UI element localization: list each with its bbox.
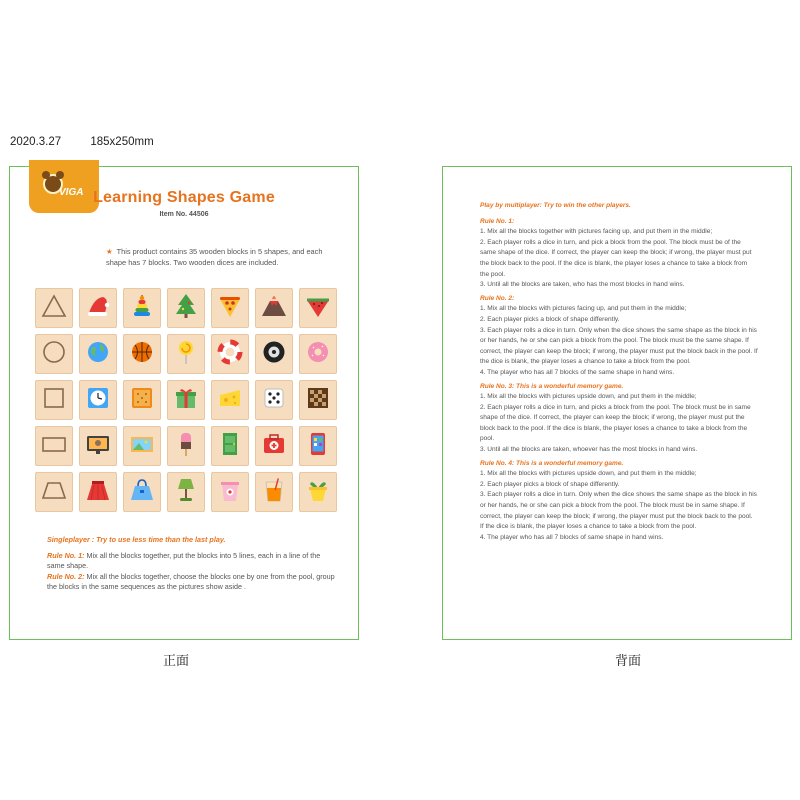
shape-block-tile: [255, 426, 293, 466]
logo-text: VIGA: [59, 187, 84, 198]
globe-icon: [84, 338, 112, 371]
shape-block-tile: [79, 380, 117, 420]
donut-icon: [304, 338, 332, 371]
rule-step: 3. Until all the blocks are taken, who has the most blocks in hand wins.: [480, 281, 685, 289]
shape-block-tile: [211, 334, 249, 374]
square-outline-icon: [40, 384, 68, 417]
rule-step: 2. Each player rolls a dice in turn, and picks a block from the pool. The block must be in same shape of the dice. If correct, the player can keep the block; if wrong, the player must put the block back to the pool. If the dice is blank, the player loses a chance to take a block from the pool.: [480, 403, 751, 443]
tire-icon: [260, 338, 288, 371]
intro-text: [106, 247, 336, 268]
christmas-tree-icon: [172, 292, 200, 325]
circle-outline-icon: [40, 338, 68, 371]
volcano-icon: [260, 292, 288, 325]
page-title: Learning Shapes Game: [93, 189, 275, 206]
shape-block-tile: [35, 380, 73, 420]
shape-block-tile: [255, 334, 293, 374]
skirt-icon: [84, 476, 112, 509]
lifebuoy-icon: [216, 338, 244, 371]
back-caption: 背面: [615, 654, 642, 669]
shape-block-tile: [299, 426, 337, 466]
rule-step: 4. The player who has all 7 blocks of the same shape in hand wins.: [480, 368, 675, 376]
shape-block-tile: [299, 472, 337, 512]
shape-block-tile: [167, 472, 205, 512]
rule-title: Rule No. 3: This is a wonderful memory game.: [480, 382, 624, 390]
shape-block-tile: [123, 426, 161, 466]
shape-block-tile: [211, 426, 249, 466]
basketball-icon: [128, 338, 156, 371]
singleplayer-header: Singleplayer : Try to use less time than the last play.: [47, 535, 226, 544]
rule-step: 3. Until all the blocks are taken, whoever has the most blocks in hand wins.: [480, 446, 698, 454]
santa-hat-icon: [84, 292, 112, 325]
rule-step: 2. Each player rolls a dice in turn, and pick a block from the pool. The block must be of the same shape of the dice. If correct, the player can keep the block; if wrong, the player must put the block back to the pool. If the dice is blank, the player loses a chance to take a block from the pool.: [480, 238, 752, 278]
intro-body: This product contains 35 wooden blocks in 5 shapes, and each shape has 7 blocks. Two wooden dices are included.: [106, 247, 323, 267]
smartphone-icon: [304, 430, 332, 463]
shape-block-tile: [79, 472, 117, 512]
rule-title: Rule No. 2:: [480, 294, 515, 302]
shape-block-tile: [35, 288, 73, 328]
rectangle-outline-icon: [40, 430, 68, 463]
shape-block-tile: [167, 380, 205, 420]
shape-block-tile: [255, 288, 293, 328]
date-label: 2020.3.27: [10, 136, 62, 148]
triangle-outline-icon: [40, 292, 68, 325]
shape-block-tile: [123, 380, 161, 420]
chessboard-icon: [304, 384, 332, 417]
biscuit-icon: [128, 384, 156, 417]
shape-block-tile: [167, 288, 205, 328]
rule-title: Rule No. 4: This is a wonderful memory game.: [480, 459, 624, 467]
cheese-icon: [216, 384, 244, 417]
rule-text: Mix all the blocks together, put the blocks into 5 lines, each in a line of the same shape.: [47, 551, 321, 571]
door-icon: [216, 430, 244, 463]
handbag-icon: [128, 476, 156, 509]
shape-block-tile: [79, 334, 117, 374]
shape-block-tile: [255, 380, 293, 420]
multiplayer-section: [480, 201, 758, 543]
size-label: 185x250mm: [90, 136, 154, 148]
shape-block-tile: [211, 380, 249, 420]
rule-step: 3. Each player rolls a dice in turn. Only when the dice shows the same shape as the block in his or her hands, he or she can pick a block from the pool. The block must be in same shape. If correct, the player can keep the block; if wrong, the player must put the block back to the pool. If the dice is blank, the player loses a chance to take a block from the pool.: [480, 491, 757, 531]
clock-icon: [84, 384, 112, 417]
document-meta: [10, 136, 180, 148]
front-page: [9, 166, 359, 640]
shape-block-tile: [299, 380, 337, 420]
shape-block-tile: [255, 472, 293, 512]
single-rule-1: [47, 551, 337, 571]
paper-cup-icon: [216, 476, 244, 509]
rule-step: 2. Each player picks a block of shape differently.: [480, 480, 620, 488]
picture-frame-icon: [128, 430, 156, 463]
shape-block-tile: [79, 288, 117, 328]
first-aid-kit-icon: [260, 430, 288, 463]
back-page: [442, 166, 792, 640]
gift-box-icon: [172, 384, 200, 417]
shape-block-tile: [211, 472, 249, 512]
rule-label: Rule No. 2:: [47, 571, 85, 581]
popsicle-icon: [172, 430, 200, 463]
juice-glass-icon: [260, 476, 288, 509]
trapezoid-outline-icon: [40, 476, 68, 509]
single-rule-2: [47, 572, 337, 592]
rule-step: 1. Mix all the blocks together with pictures facing up, and put them in the middle;: [480, 228, 713, 236]
star-icon: ★: [106, 247, 113, 256]
shape-block-tile: [123, 334, 161, 374]
flower-pot-icon: [304, 476, 332, 509]
shape-block-tile: [299, 334, 337, 374]
lamp-icon: [172, 476, 200, 509]
shape-block-tile: [123, 472, 161, 512]
singleplayer-section: [47, 535, 337, 592]
shape-block-tile: [167, 426, 205, 466]
rule-label: Rule No. 1:: [47, 551, 85, 561]
multiplayer-header: Play by multiplayer: Try to win the other players.: [480, 202, 631, 209]
shape-block-grid: [35, 288, 337, 512]
shape-block-tile: [299, 288, 337, 328]
rule-step: 1. Mix all the blocks with pictures upside down, and put them in the middle;: [480, 470, 697, 478]
shape-block-tile: [35, 426, 73, 466]
front-caption: 正面: [163, 654, 190, 669]
shape-block-tile: [35, 472, 73, 512]
rule-step: 3. Each player rolls a dice in turn. Only when the dice shows the same shape as the block in his or her hands, he or she can pick a block from the pool. The block must be the same shape. If correct, the player can keep the block; if wrong, the player must put the block back in the pool. If the dice is blank, the player loses a chance to take a block from the pool.: [480, 326, 758, 366]
lollipop-icon: [172, 338, 200, 371]
shape-block-tile: [211, 288, 249, 328]
stacking-rings-icon: [128, 292, 156, 325]
shape-block-tile: [167, 334, 205, 374]
rule-title: Rule No. 1:: [480, 217, 515, 225]
rule-step: 4. The player who has all 7 blocks of same shape in hand wins.: [480, 533, 664, 541]
shape-block-tile: [123, 288, 161, 328]
shape-block-tile: [79, 426, 117, 466]
rule-step: 1. Mix all the blocks with pictures facing up, and put them in the middle;: [480, 305, 687, 313]
rule-step: 2. Each player picks a block of shape differently.: [480, 315, 620, 323]
pizza-slice-icon: [216, 292, 244, 325]
television-icon: [84, 430, 112, 463]
dice-icon: [260, 384, 288, 417]
rule-step: 1. Mix all the blocks with pictures upside down, and put them in the middle;: [480, 393, 697, 401]
item-number: Item No. 44506: [159, 211, 209, 218]
shape-block-tile: [35, 334, 73, 374]
watermelon-slice-icon: [304, 292, 332, 325]
rule-text: Mix all the blocks together, choose the blocks one by one from the pool, group the blocks in the same sequences as the pictures show aside .: [47, 571, 335, 591]
